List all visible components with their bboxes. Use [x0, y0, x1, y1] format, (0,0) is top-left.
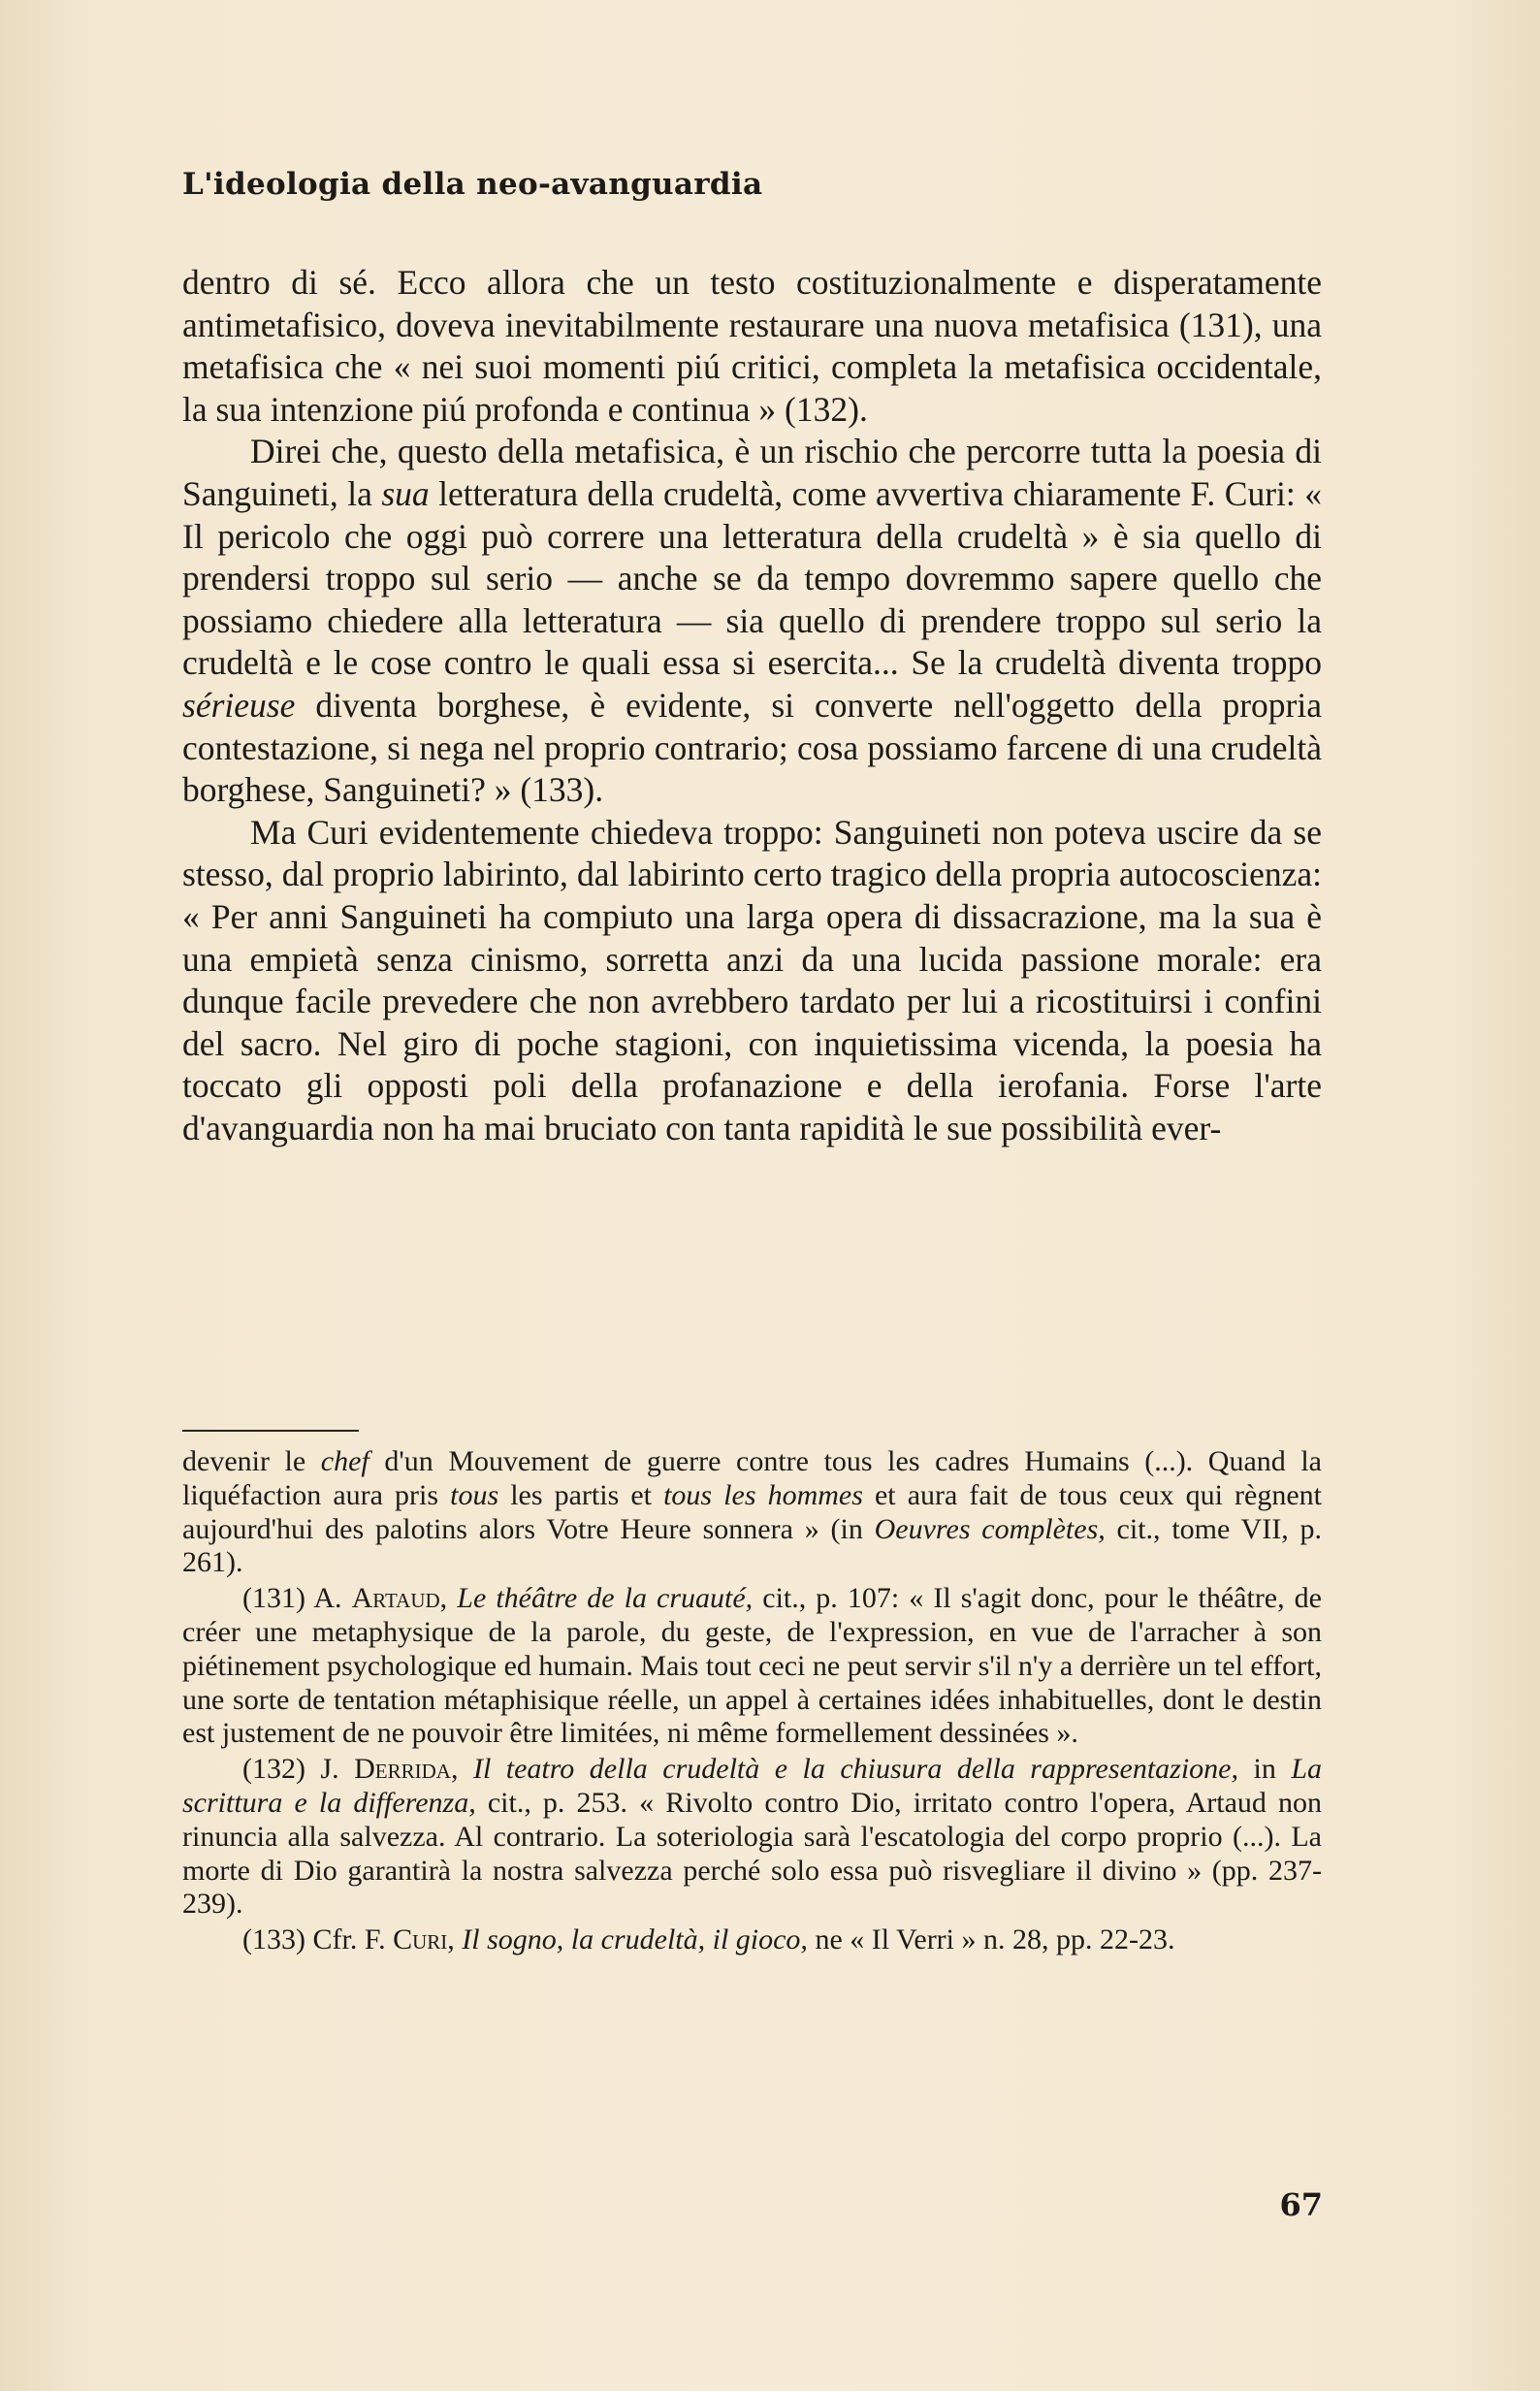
footnote-133: (133) Cfr. F. Curi, Il sogno, la crudeltà, il gioco, ne « Il Verri » n. 28, pp. 22-23.	[242, 1923, 1175, 1956]
paragraph-1: dentro di sé. Ecco allora che un testo costituzionalmente e disperatamente antimetafisico, doveva inevitabilmente restaurare una nuova metafisica (131), una metafisica che « nei suoi momenti piú critici, completa la metafisica occidentale, la sua intenzione piú profonda e continua » (132).	[182, 263, 1322, 429]
footnote-rule	[182, 1430, 359, 1432]
paragraph-3: Ma Curi evidentemente chiedeva troppo: Sanguineti non poteva uscire da se stesso, dal proprio labirinto, dal labirinto certo tragico della propria autocoscienza: « Per anni Sanguineti ha compiuto una larga opera di dissacrazione, ma la sua è una empietà senza cinismo, sorretta anzi da una lucida passione morale: era dunque facile prevedere che non avrebbero tardato per lui a ricostituirsi i confini del sacro. Nel giro di poche stagioni, con inquietissima vicenda, la poesia ha toccato gli opposti poli della profanazione e della ierofania. Forse l'arte d'avanguardia non ha mai bruciato con tanta rapidità le sue possibilità ever-	[182, 812, 1322, 1147]
paragraph-2: Direi che, questo della metafisica, è un rischio che percorre tutta la poesia di Sanguineti, la sua letteratura della crudeltà, come avvertiva chiaramente F. Curi: « Il pericolo che oggi può correre una letteratura della crudeltà » è sia quello di prendersi troppo sul serio — anche se da tempo dovremmo sapere quello che possiamo chiedere alla letteratura — sia quello di prendere troppo sul serio la crudeltà e le cose contro le quali essa si esercita... Se la crudeltà diventa troppo sérieuse diventa borghese, è evidente, si converte nell'oggetto della propria contestazione, si nega nel proprio contrario; cosa possiamo farcene di una crudeltà borghese, Sanguineti? » (133).	[182, 432, 1322, 810]
footnotes	[182, 1445, 1322, 1957]
footnote-131: (131) A. Artaud, Le théâtre de la cruauté, cit., p. 107: « Il s'agit donc, pour le théâtre, de créer une metaphysique de la parole, du geste, de l'expression, en vue de l'arracher à son piétinement psychologique ed humain. Mais tout ceci ne peut servir s'il n'y a derrière un tel effort, une sorte de tentation métaphisique réelle, un appel à certaines idées inhabituelles, dont le destin est justement de ne pouvoir être limitées, ni même formellement dessinées ».	[182, 1582, 1323, 1750]
footnote-132: (132) J. Derrida, Il teatro della crudeltà e la chiusura della rappresentazione, in La scrittura e la differenza, cit., p. 253. « Rivolto contro Dio, irritato contro l'opera, Artaud non rinuncia alla salvezza. Al contrario. La soteriologia sarà l'escatologia del corpo proprio (...). La morte di Dio garantirà la nostra salvezza perché solo essa può risvegliare il divino » (pp. 237-239).	[182, 1753, 1322, 1921]
running-head: L'ideologia della neo-avanguardia	[182, 167, 763, 202]
main-text	[182, 262, 1322, 1149]
page-number: 67	[1279, 2186, 1323, 2223]
footnote-continuation: devenir le chef d'un Mouvement de guerre contre tous les cadres Humains (...). Quand la liquéfaction aura pris tous les partis et tous les hommes et aura fait de tous ceux qui règnent aujourd'hui des palotins alors Votre Heure sonnera » (in Oeuvres complètes, cit., tome VII, p. 261).	[182, 1445, 1322, 1579]
